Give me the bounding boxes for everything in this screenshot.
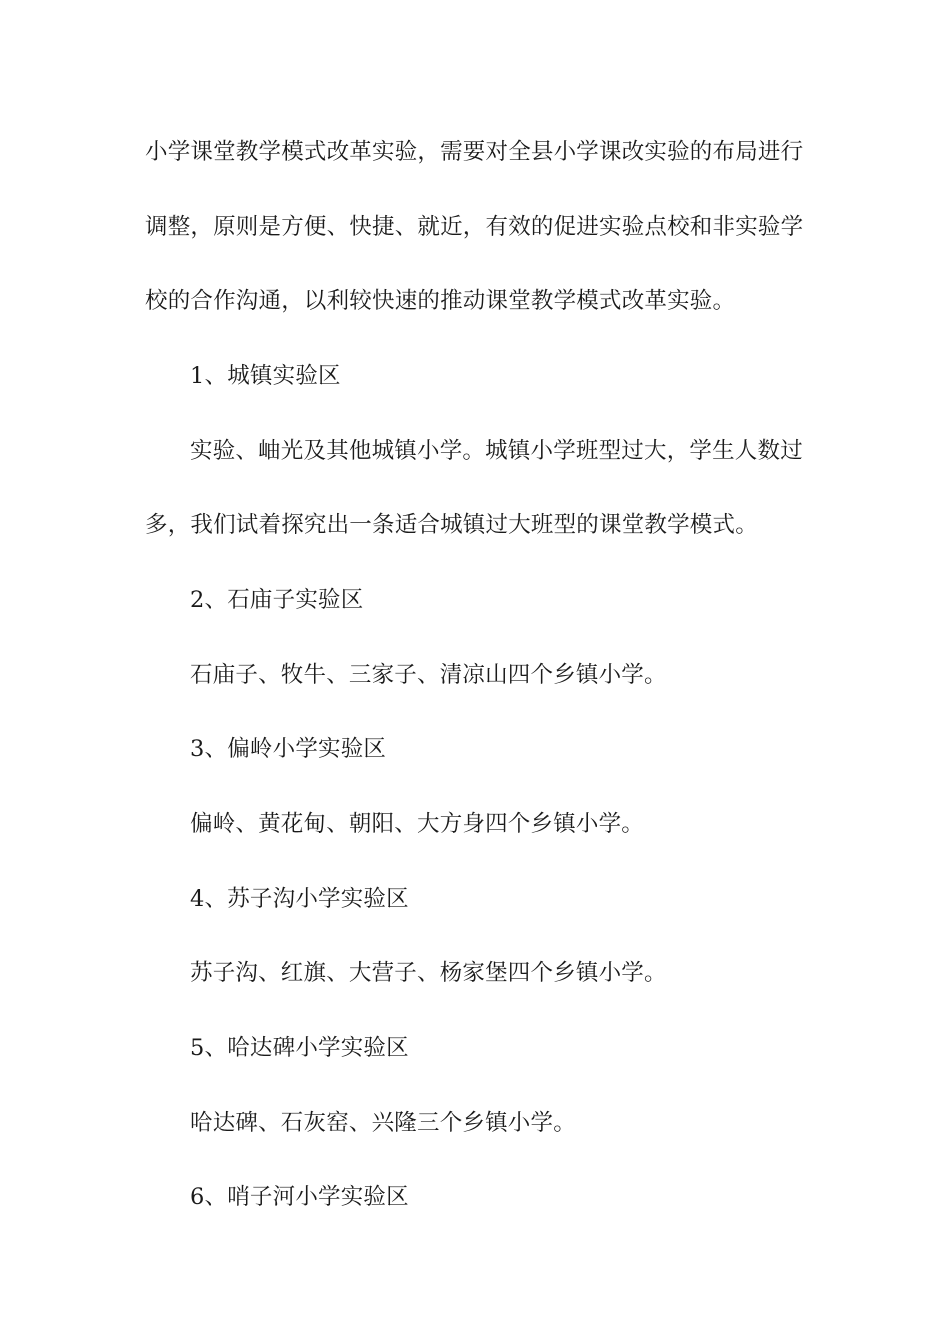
- section-heading-3: 3、偏岭小学实验区: [190, 736, 387, 762]
- section-5-body: 哈达碑、石灰窑、兴隆三个乡镇小学。: [190, 1110, 576, 1136]
- section-heading-2: 2、石庙子实验区: [190, 587, 364, 613]
- section-4-body: 苏子沟、红旗、大营子、杨家堡四个乡镇小学。: [190, 960, 667, 986]
- section-heading-4: 4、苏子沟小学实验区: [190, 886, 409, 912]
- intro-line-1: 小学课堂教学模式改革实验，需要对全县小学课改实验的布局进行: [145, 139, 804, 165]
- section-1-body-line-2: 多，我们试着探究出一条适合城镇过大班型的课堂教学模式。: [145, 512, 758, 538]
- section-3-body: 偏岭、黄花甸、朝阳、大方身四个乡镇小学。: [190, 811, 645, 837]
- section-heading-1: 1、城镇实验区: [190, 363, 341, 389]
- section-1-body-line-1: 实验、岫光及其他城镇小学。城镇小学班型过大，学生人数过: [190, 438, 803, 464]
- section-heading-6: 6、哨子河小学实验区: [190, 1184, 409, 1210]
- intro-line-2: 调整，原则是方便、快捷、就近，有效的促进实验点校和非实验学: [145, 214, 804, 240]
- section-2-body: 石庙子、牧牛、三家子、清凉山四个乡镇小学。: [190, 662, 667, 688]
- section-heading-5: 5、哈达碑小学实验区: [190, 1035, 409, 1061]
- intro-line-3: 校的合作沟通，以利较快速的推动课堂教学模式改革实验。: [145, 288, 736, 314]
